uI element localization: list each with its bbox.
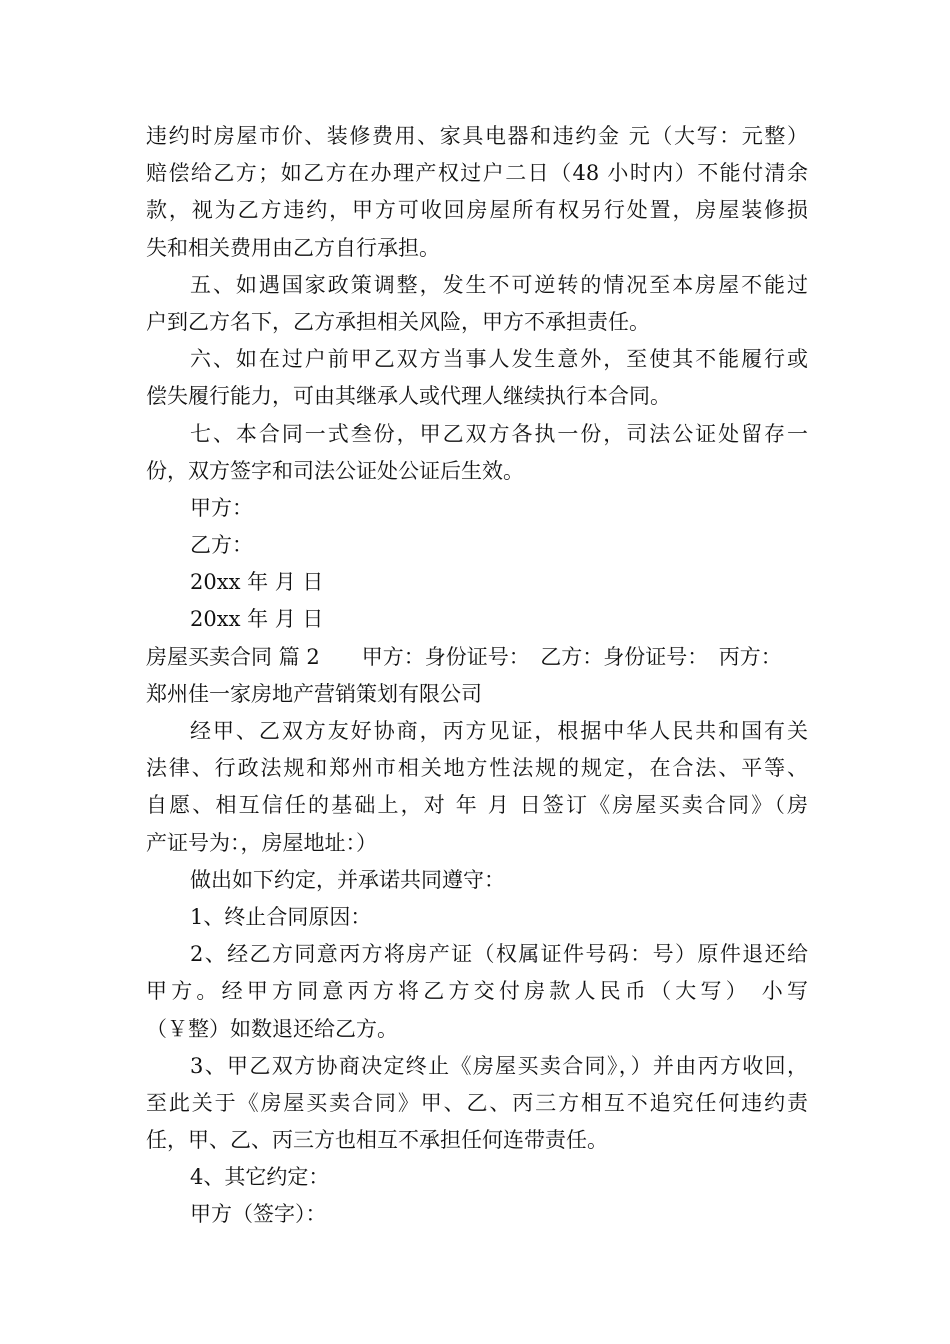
text-line: 产证号为：，房屋地址：） bbox=[146, 830, 377, 855]
text-line: 甲方。经甲方同意丙方将乙方交付房款人民币（大写） 小写 bbox=[146, 979, 808, 1004]
text-line: 六、如在过户前甲乙双方当事人发生意外，至使其不能履行或 bbox=[190, 347, 808, 372]
signature-line: 甲方（签字）： bbox=[190, 1202, 327, 1227]
text-line: 法律、行政法规和郑州市相关地方性法规的规定，在合法、平等、 bbox=[146, 756, 808, 781]
date-line: 20xx 年 月 日 bbox=[190, 570, 324, 595]
text-line: 份，双方签字和司法公证处公证后生效。 bbox=[146, 458, 524, 483]
clause-line: 1、终止合同原因： bbox=[190, 904, 372, 929]
company-name: 郑州佳一家房地产营销策划有限公司 bbox=[146, 681, 482, 706]
clause-line: 4、其它约定： bbox=[190, 1165, 330, 1190]
document-body bbox=[146, 118, 808, 1234]
text-line: 款，视为乙方违约，甲方可收回房屋所有权另行处置，房屋装修损 bbox=[146, 198, 808, 223]
text-line: 违约时房屋市价、装修费用、家具电器和违约金 元（大写：元整） bbox=[146, 124, 808, 148]
text-line: 做出如下约定，并承诺共同遵守： bbox=[190, 867, 505, 892]
text-line: 失和相关费用由乙方自行承担。 bbox=[146, 235, 440, 260]
text-line: 任，甲、乙、丙三方也相互不承担任何连带责任。 bbox=[146, 1128, 608, 1153]
clause-line: 3、甲乙双方协商决定终止《房屋买卖合同》，）并由丙方收回， bbox=[190, 1053, 808, 1078]
section-heading: 房屋买卖合同 篇 2 甲方：身份证号： 乙方：身份证号： 丙方： bbox=[146, 644, 782, 669]
text-line: 户到乙方名下，乙方承担相关风险，甲方不承担责任。 bbox=[146, 309, 650, 334]
text-line: 七、本合同一式叁份，甲乙双方各执一份，司法公证处留存一 bbox=[190, 421, 808, 446]
date-line: 20xx 年 月 日 bbox=[190, 607, 324, 632]
text-line: 赔偿给乙方；如乙方在办理产权过户二日（48 小时内）不能付清余 bbox=[146, 161, 808, 186]
party-a-label: 甲方： bbox=[190, 495, 253, 520]
text-line: 偿失履行能力，可由其继承人或代理人继续执行本合同。 bbox=[146, 384, 671, 409]
party-b-label: 乙方： bbox=[190, 533, 253, 558]
clause-line: 2、经乙方同意丙方将房产证（权属证件号码：号）原件退还给 bbox=[190, 942, 808, 967]
text-line: 五、如遇国家政策调整，发生不可逆转的情况至本房屋不能过 bbox=[190, 272, 808, 297]
text-line: 自愿、相互信任的基础上，对 年 月 日签订《房屋买卖合同》（房 bbox=[146, 793, 808, 818]
text-line: 至此关于《房屋买卖合同》甲、乙、丙三方相互不追究任何违约责 bbox=[146, 1090, 808, 1115]
text-line: （￥整）如数退还给乙方。 bbox=[146, 1016, 398, 1041]
text-line: 经甲、乙双方友好协商，丙方见证，根据中华人民共和国有关 bbox=[190, 719, 808, 743]
